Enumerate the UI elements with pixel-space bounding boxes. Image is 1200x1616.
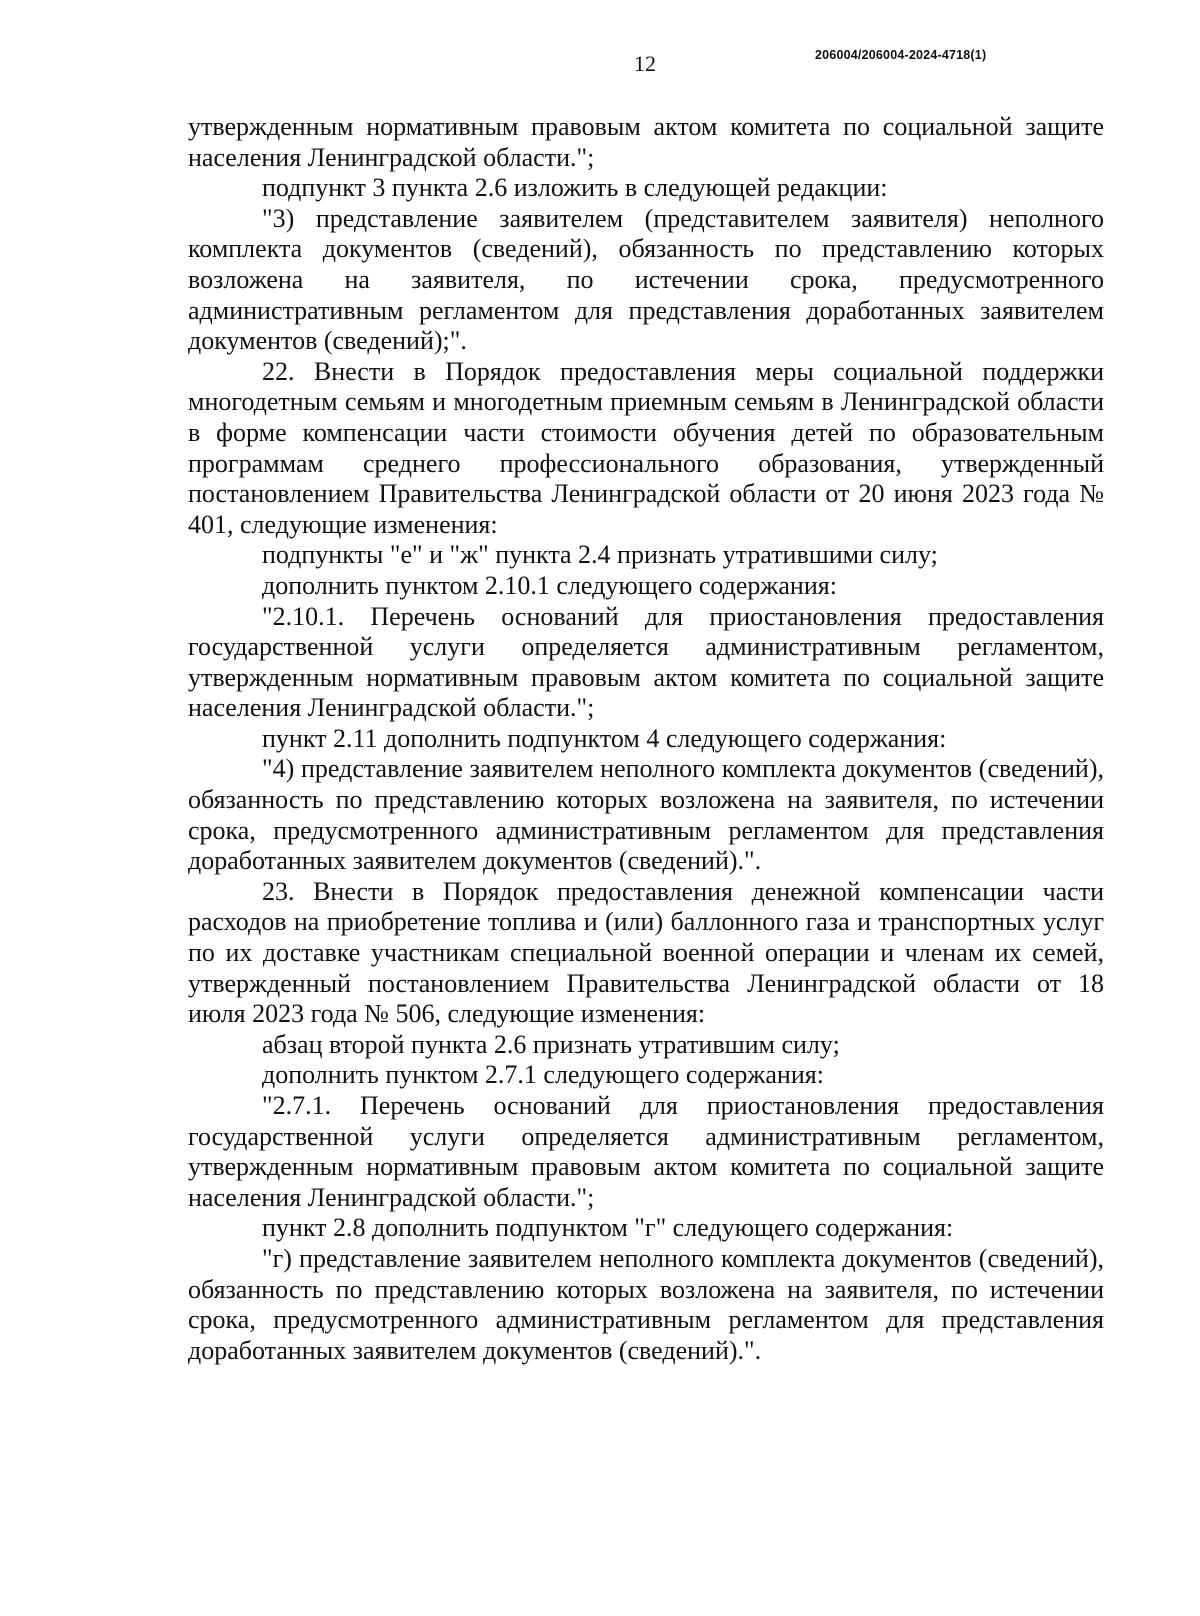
- document-id: 206004/206004-2024-4718(1): [815, 48, 987, 62]
- paragraph: подпункт 3 пункта 2.6 изложить в следующей редакции:: [262, 173, 888, 203]
- paragraph: 22. Внести в Порядок предоставления меры социальной поддержки многодетным семьям и многодетным приемным семьям в Ленинградской области в форме компенсации части стоимости обучения детей по образовательным программам среднего профессионального образования, утвержденный постановлением Правительства Ленинградской области от 20 июня 2023 года № 401, следующие изменения:: [188, 356, 1104, 539]
- paragraph: утвержденным нормативным правовым актом комитета по социальной защите населения Ленинградской области.";: [188, 112, 1104, 172]
- paragraph: "г) представление заявителем неполного комплекта документов (сведений), обязанность по представлению которых возложена на заявителя, по истечении срока, предусмотренного административным регламентом для представления доработанных заявителем документов (сведений).".: [188, 1243, 1104, 1365]
- page-number: 12: [634, 51, 656, 76]
- paragraph: "4) представление заявителем неполного комплекта документов (сведений), обязанность по представлению которых возложена на заявителя, по истечении срока, предусмотренного административным регламентом для представления доработанных заявителем документов (сведений).".: [188, 754, 1104, 876]
- paragraph: "2.7.1. Перечень оснований для приостановления предоставления государственной услуги определяется административным регламентом, утвержденным нормативным правовым актом комитета по социальной защите населения Ленинградской области.";: [188, 1091, 1104, 1212]
- document-body: [188, 112, 1104, 1366]
- paragraph: "3) представление заявителем (представителем заявителя) неполного комплекта документов (сведений), обязанность по представлению которых возложена на заявителя, по истечении срока, предусмотренного административным регламентом для представления доработанных заявителем документов (сведений);".: [188, 203, 1104, 356]
- paragraph: абзац второй пункта 2.6 признать утратившим силу;: [262, 1029, 840, 1059]
- paragraph: 23. Внести в Порядок предоставления денежной компенсации части расходов на приобретение топлива и (или) баллонного газа и транспортных услуг по их доставке участникам специальной военной операции и членам их семей, утвержденный постановлением Правительства Ленинградской области от 18 июля 2023 года № 506, следующие изменения:: [188, 876, 1104, 1029]
- paragraph: "2.10.1. Перечень оснований для приостановления предоставления государственной услуги определяется административным регламентом, утвержденным нормативным правовым актом комитета по социальной защите населения Ленинградской области.";: [188, 601, 1104, 723]
- paragraph: дополнить пунктом 2.10.1 следующего содержания:: [262, 570, 837, 600]
- paragraph: дополнить пунктом 2.7.1 следующего содержания:: [262, 1060, 824, 1090]
- paragraph: пункт 2.8 дополнить подпунктом "г" следующего содержания:: [262, 1213, 954, 1243]
- paragraph: пункт 2.11 дополнить подпунктом 4 следующего содержания:: [262, 723, 947, 753]
- paragraph: подпункты "е" и "ж" пункта 2.4 признать утратившими силу;: [262, 540, 938, 570]
